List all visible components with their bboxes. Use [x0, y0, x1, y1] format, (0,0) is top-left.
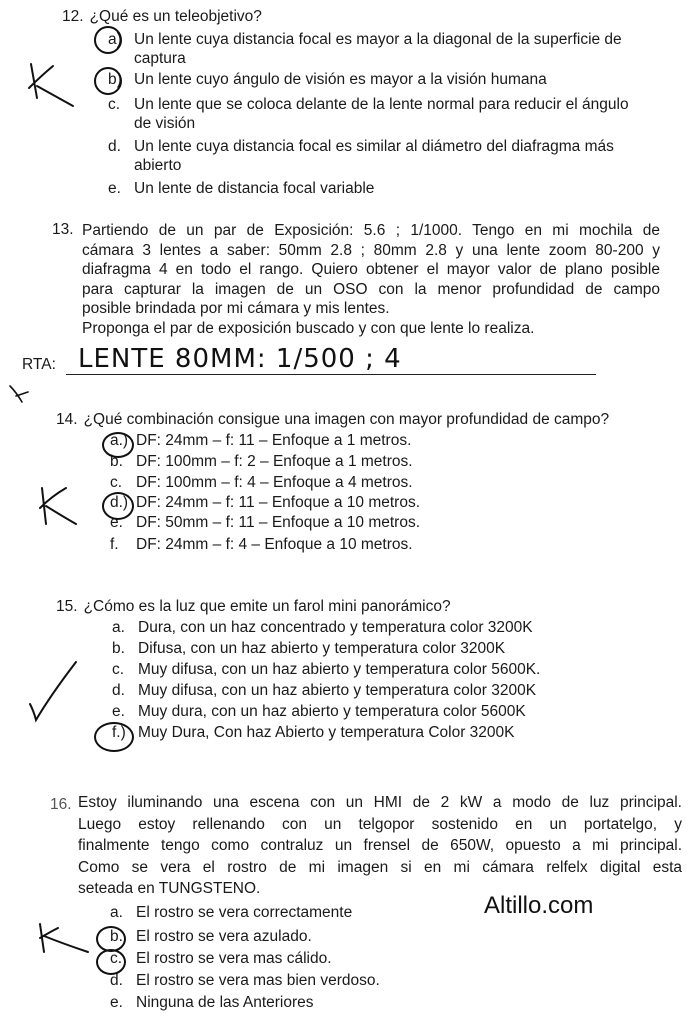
option-text: Muy difusa, con un haz abierto y temperatura color 5600K. [138, 661, 541, 678]
q14-question: ¿Qué combinación consigue una imagen con mayor profundidad de campo? [83, 411, 610, 428]
q16-option-b [110, 928, 312, 946]
q16-line-3: finalmente tengo como contraluz un frensel de 650W, opuesto a mi principal. [78, 837, 682, 854]
option-text: El rostro se vera mas cálido. [136, 950, 332, 967]
q15-circle-f-mark [94, 722, 134, 752]
q13-line-6: Proponga el par de exposición buscado y con que lente lo realiza. [82, 319, 535, 337]
option-letter: b. [112, 640, 125, 657]
option-text: Difusa, con un haz abierto y temperatura color 3200K [138, 640, 506, 657]
q15-heading [56, 598, 451, 616]
option-text: Un lente de distancia focal variable [134, 180, 375, 197]
q15-option-b [112, 640, 505, 658]
q13-line-2: cámara 3 lentes a saber: 50mm 2.8 ; 80mm 2.8 y una lente zoom 80-200 y [82, 241, 660, 259]
option-text: Un lente cuyo ángulo de visión es mayor a la visión humana [134, 71, 547, 88]
q14-option-a [110, 432, 411, 450]
q12-number: 12. [62, 8, 84, 25]
q15-option-f [112, 724, 515, 742]
option-letter: a) [108, 31, 122, 48]
q12-option-e [108, 180, 374, 198]
q12-option-a [108, 30, 668, 68]
q15-question: ¿Cómo es la luz que emite un farol mini panorámico? [83, 598, 451, 615]
q16-number: 16. [50, 796, 72, 813]
q14-option-f [110, 536, 413, 554]
q13-statement [82, 221, 660, 338]
option-text: DF: 24mm – f: 11 – Enfoque a 10 metros. [136, 494, 421, 511]
option-text: Muy difusa, con un haz abierto y temperatura color 3200K [138, 682, 537, 699]
q12-circle-b-mark [94, 67, 122, 95]
option-letter: c. [110, 474, 123, 491]
q16-option-c [110, 950, 332, 968]
option-letter: e. [112, 703, 125, 720]
option-letter: b. [110, 928, 123, 945]
option-letter: d.) [110, 494, 129, 511]
option-text: DF: 100mm – f: 4 – Enfoque a 4 metros. [136, 474, 413, 491]
q13-line-3: diafragma 4 en todo el rango. Quiero obtener el mayor valor de plano posible [82, 261, 660, 278]
option-letter: c. [108, 96, 121, 113]
q13-line-1: Partiendo de un par de Exposición: 5.6 ; 1/1000. Tengo en mi mochila de [82, 222, 660, 239]
q12-option-b [108, 71, 547, 89]
q14-cross-mark [36, 484, 86, 528]
q12-circle-a-mark [94, 26, 122, 54]
option-text: Ninguna de las Anteriores [136, 994, 314, 1011]
q13-line-4: para capturar la imagen de un OSO con la menor profundidad de campo [82, 280, 660, 298]
option-letter: d. [110, 972, 123, 989]
q16-statement [78, 792, 682, 900]
q12-heading [62, 8, 262, 26]
option-letter: f. [110, 536, 119, 553]
option-letter: a.) [110, 432, 129, 449]
q14-option-d [110, 494, 420, 512]
option-text-cont: abierto [134, 157, 182, 174]
option-letter: e. [110, 994, 123, 1011]
q14-circle-d-mark [102, 492, 134, 520]
option-text: DF: 100mm – f: 2 – Enfoque a 1 metros. [136, 453, 413, 470]
option-text: Un lente cuya distancia focal es similar al diámetro del diafragma más [134, 138, 614, 155]
q12-question: ¿Qué es un teleobjetivo? [89, 8, 262, 25]
q16-circle-c-mark [96, 949, 126, 975]
q16-line-5: seteada en TUNGSTENO. [78, 880, 261, 897]
q16-option-d [110, 972, 380, 990]
watermark: Altillo.com [484, 892, 594, 919]
q13-tick-mark [6, 382, 36, 406]
q14-number: 14. [56, 411, 78, 428]
q14-circle-a-mark [102, 432, 134, 458]
q13-answer-line [66, 374, 596, 375]
q13-line-5: posible brindada por mi cámara y mis lentes. [82, 300, 390, 317]
q16-line-1: Estoy iluminando una escena con un HMI de 2 kW a modo de luz principal. [78, 794, 682, 811]
q13-answer-label: RTA: [22, 356, 56, 373]
q12-option-d [108, 137, 668, 175]
option-letter: d. [108, 138, 121, 155]
q16-cross-mark [34, 918, 94, 958]
q14-option-b [110, 453, 413, 471]
q16-option-e [110, 994, 314, 1012]
option-text: Muy Dura, Con haz Abierto y temperatura Color 3200K [138, 724, 515, 741]
option-letter: a. [112, 619, 125, 636]
option-text: Dura, con un haz concentrado y temperatura color 3200K [138, 619, 533, 636]
option-letter: e. [108, 180, 121, 197]
option-text: El rostro se vera correctamente [136, 904, 353, 921]
option-letter: b. [110, 453, 123, 470]
option-text-cont: captura [134, 50, 186, 67]
option-text: El rostro se vera mas bien verdoso. [136, 972, 380, 989]
option-letter: f.) [112, 724, 126, 741]
option-text-cont: de visión [134, 115, 196, 132]
q13-number: 13. [52, 221, 74, 238]
q16-line-4: Como se vera el rostro de mi imagen si en mi cámara relfelx digital esta [78, 858, 682, 876]
option-text: DF: 24mm – f: 11 – Enfoque a 1 metros. [136, 432, 412, 449]
q16-option-a [110, 904, 352, 922]
q14-heading [56, 411, 609, 429]
q13-handwritten-answer: LENTE 80MM: 1/500 ; 4 [78, 344, 402, 374]
option-text: Un lente que se coloca delante de la lente normal para reducir el ángulo [134, 96, 629, 113]
q12-cross-mark [25, 60, 85, 110]
option-letter: e. [110, 514, 123, 531]
q16-line-2: Luego estoy rellenando con un telgopor sostenido en un portatelgo, y [78, 815, 682, 833]
option-letter: d. [112, 682, 125, 699]
q14-option-c [110, 474, 413, 492]
option-letter: c. [110, 950, 123, 967]
q15-check-mark [24, 656, 84, 726]
option-text: Muy dura, con un haz abierto y temperatura color 5600K [138, 703, 526, 720]
option-letter: c. [112, 661, 125, 678]
q15-option-e [112, 703, 526, 721]
q12-option-c [108, 95, 668, 133]
q15-option-c [112, 661, 540, 679]
option-letter: b) [108, 71, 122, 88]
option-text: Un lente cuya distancia focal es mayor a la diagonal de la superficie de [134, 31, 622, 48]
option-text: El rostro se vera azulado. [136, 928, 312, 945]
option-text: DF: 50mm – f: 11 – Enfoque a 10 metros. [136, 514, 421, 531]
q15-option-d [112, 682, 536, 700]
option-letter: a. [110, 904, 123, 921]
option-text: DF: 24mm – f: 4 – Enfoque a 10 metros. [136, 536, 413, 553]
q15-number: 15. [56, 598, 78, 615]
q14-option-e [110, 514, 420, 532]
q15-option-a [112, 619, 533, 637]
